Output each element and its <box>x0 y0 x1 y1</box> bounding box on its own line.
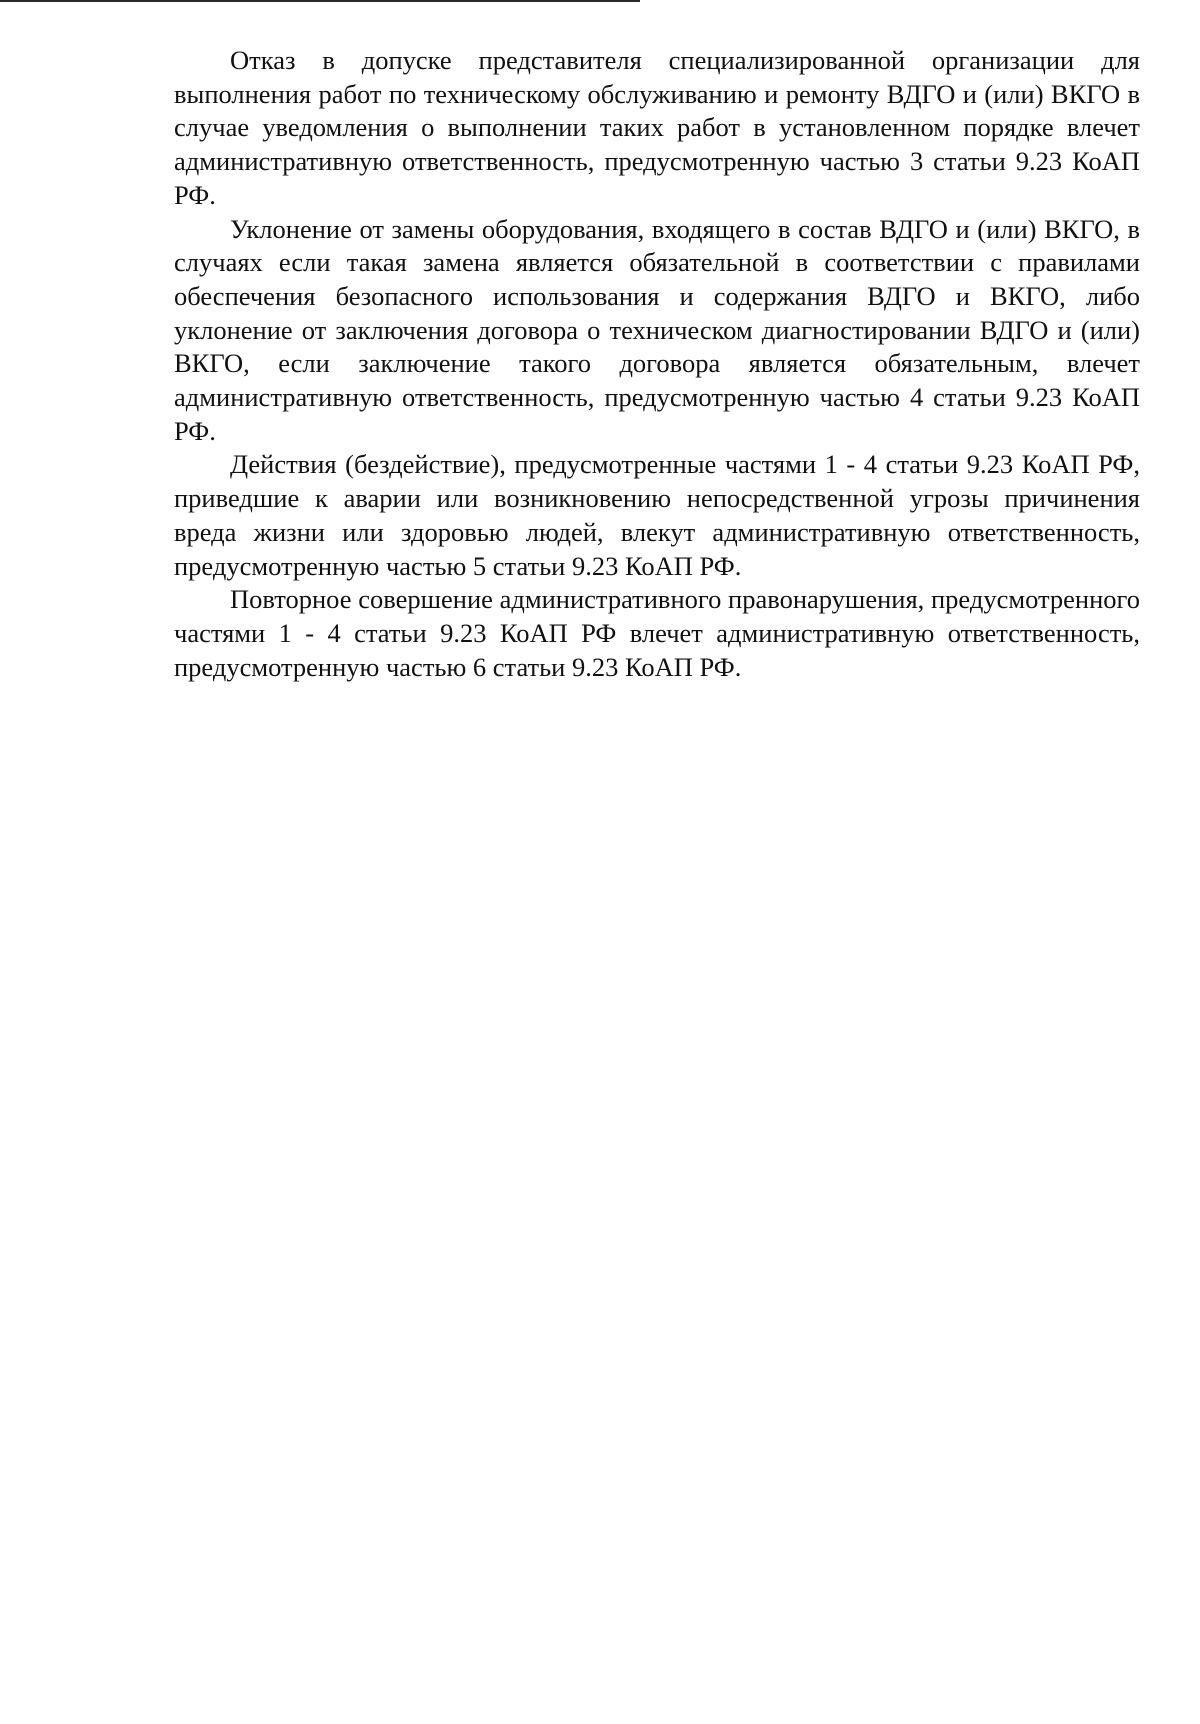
paragraph-refusal-of-access: Отказ в допуске представителя специализированной организации для выполнения работ по техническому обслуживанию и ремонту ВДГО и (или) ВКГО в случае уведомления о выполнении таких работ в установленном порядке влечет административную ответственность, предусмотренную частью 3 статьи 9.23 КоАП РФ. <box>174 45 1140 210</box>
paragraph-actions-leading-to-accident: Действия (бездействие), предусмотренные частями 1 - 4 статьи 9.23 КоАП РФ, приведшие к аварии или возникновению непосредственной угрозы причинения вреда жизни или здоровью людей, влекут административную ответственность, предусмотренную частью 5 статьи 9.23 КоАП РФ. <box>174 449 1140 581</box>
top-scan-border <box>0 0 640 2</box>
paragraph-repeated-offense: Повторное совершение административного правонарушения, предусмотренного частями 1 - 4 статьи 9.23 КоАП РФ влечет административную ответственность, предусмотренную частью 6 статьи 9.23 КоАП РФ. <box>174 584 1140 682</box>
document-body <box>174 44 1140 684</box>
paragraph-evasion-of-replacement: Уклонение от замены оборудования, входящего в состав ВДГО и (или) ВКГО, в случаях если такая замена является обязательной в соответствии с правилами обеспечения безопасного использования и содержания ВДГО и ВКГО, либо уклонение от заключения договора о техническом диагностировании ВДГО и (или) ВКГО, если заключение такого договора является обязательным, влечет административную ответственность, предусмотренную частью 4 статьи 9.23 КоАП РФ. <box>174 213 1140 446</box>
